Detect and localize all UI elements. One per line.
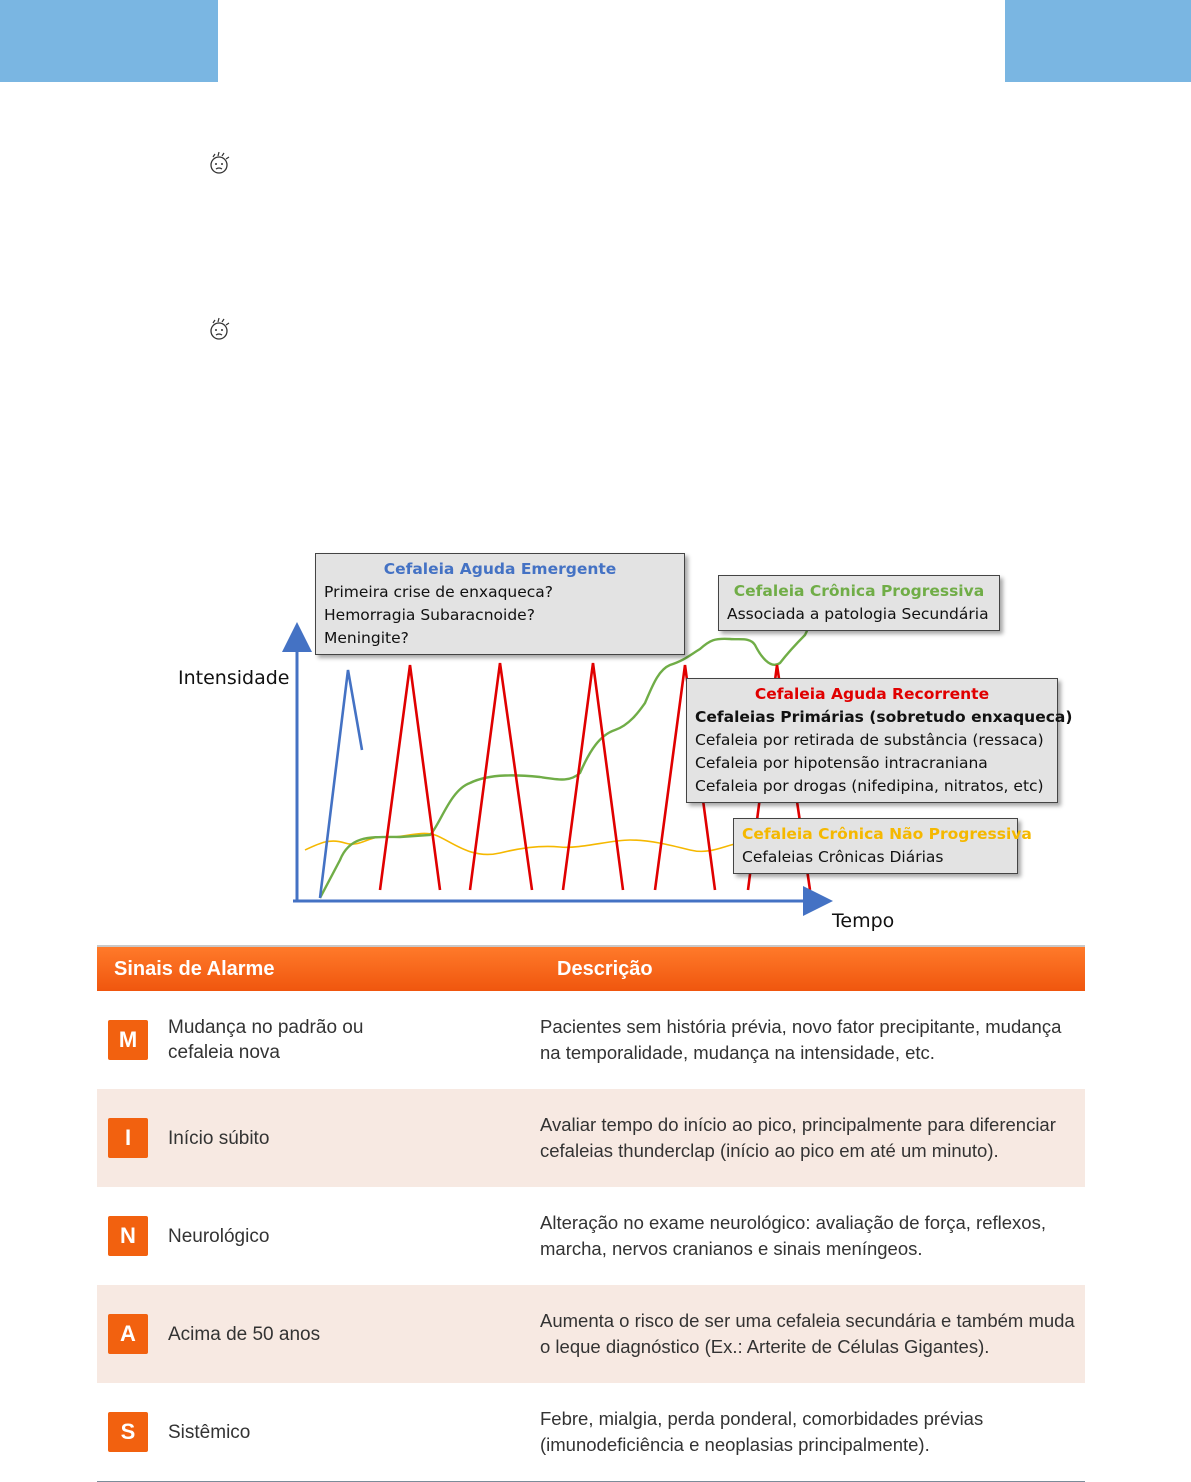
callout-title: Cefaleia Crônica Não Progressiva	[742, 825, 1032, 843]
table-row	[97, 991, 1085, 1089]
alarm-description: Febre, mialgia, perda ponderal, comorbidades prévias (imunodeficiência e neoplasias principalmente).	[540, 1408, 984, 1455]
table-row	[97, 1383, 1085, 1481]
table-header	[97, 945, 1085, 991]
header-sinais: Sinais de Alarme	[114, 957, 275, 980]
recurrent-peak	[563, 663, 623, 890]
callout-title: Cefaleia Aguda Emergente	[383, 560, 617, 578]
alarm-sign: Início súbito	[168, 1127, 270, 1149]
header-bar-left	[0, 0, 218, 82]
alarm-sign: Neurológico	[168, 1225, 270, 1247]
headache-face-icon	[206, 150, 232, 176]
callout-progressiva	[718, 575, 1000, 631]
callout-line: Cefaleias Crônicas Diárias	[742, 848, 944, 866]
mnemonic-letter: I	[108, 1118, 148, 1158]
alarm-signs-table	[97, 945, 1085, 1482]
alarm-description: Avaliar tempo do início ao pico, principalmente para diferenciar cefaleias thunderclap (início ao pico em até um minuto).	[540, 1114, 1056, 1161]
callout-title: Cefaleia Crônica Progressiva	[733, 582, 985, 600]
mnemonic-letter: A	[108, 1314, 148, 1354]
callout-recorrente	[686, 678, 1073, 803]
x-axis-label: Tempo	[832, 910, 895, 932]
callout-line: Cefaleia por drogas (nifedipina, nitratos, etc)	[695, 777, 1044, 795]
table-row	[97, 1089, 1085, 1187]
headache-face-icon	[206, 316, 232, 342]
callout-line: Primeira crise de enxaqueca?	[324, 583, 554, 601]
headache-pattern-diagram	[170, 545, 1073, 940]
callout-bold-line: Cefaleias Primárias (sobretudo enxaqueca)	[695, 708, 1073, 726]
recurrent-peak	[380, 665, 440, 890]
alarm-description: Aumenta o risco de ser uma cefaleia secundária e também muda o leque diagnóstico (Ex.: Arterite de Células Gigantes).	[540, 1310, 1075, 1357]
alarm-description: Pacientes sem história prévia, novo fator precipitante, mudança na temporalidade, mudança na intensidade, etc.	[540, 1016, 1062, 1063]
callout-nao-progressiva	[733, 818, 1032, 874]
emergent-curve	[320, 670, 362, 898]
callout-line: Cefaleia por retirada de substância (ressaca)	[695, 731, 1044, 749]
mnemonic-letter: S	[108, 1412, 148, 1452]
alarm-sign: Acima de 50 anos	[168, 1323, 321, 1345]
alarm-sign: Mudança no padrão ou cefaleia nova	[168, 1017, 364, 1063]
header-bar-right	[1005, 0, 1191, 82]
callout-line: Cefaleia por hipotensão intracraniana	[695, 754, 988, 772]
table-row	[97, 1187, 1085, 1285]
alarm-description: Alteração no exame neurológico: avaliação de força, reflexos, marcha, nervos cranianos e sinais meníngeos.	[540, 1212, 1046, 1259]
callout-line: Associada a patologia Secundária	[727, 605, 989, 623]
mnemonic-letter: M	[108, 1020, 148, 1060]
header-descricao: Descrição	[557, 957, 653, 980]
callout-line: Hemorragia Subaracnoide?	[324, 606, 535, 624]
alarm-sign: Sistêmico	[168, 1421, 251, 1443]
table-row	[97, 1285, 1085, 1383]
callout-emergente	[315, 553, 685, 655]
callout-line: Meningite?	[324, 629, 409, 647]
y-axis-label: Intensidade	[178, 667, 290, 689]
callout-title: Cefaleia Aguda Recorrente	[754, 685, 990, 703]
mnemonic-letter: N	[108, 1216, 148, 1256]
